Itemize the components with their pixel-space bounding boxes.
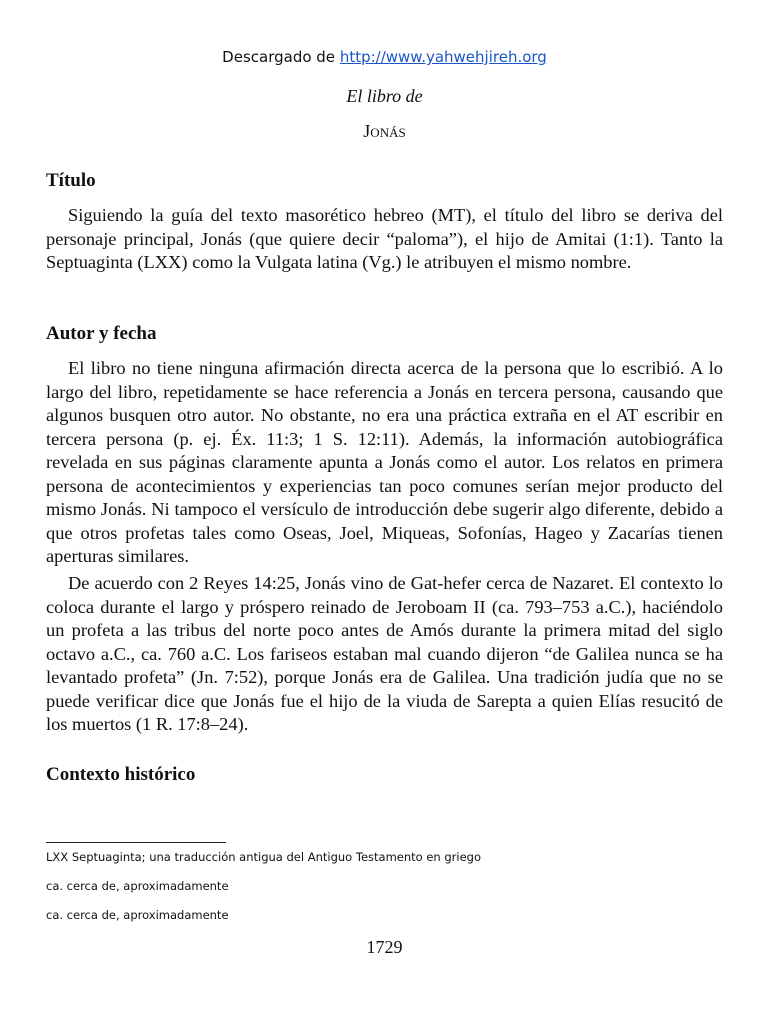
section-heading-autor: Autor y fecha — [46, 323, 157, 344]
page-number: 1729 — [366, 937, 403, 957]
section-heading-contexto: Contexto histórico — [46, 764, 196, 785]
footnote-1: LXX Septuaginta; una traducción antigua del Antiguo Testamento en griego — [46, 850, 481, 864]
footnote-3: ca. cerca de, aproximadamente — [46, 908, 229, 922]
footnote-2: ca. cerca de, aproximadamente — [46, 879, 229, 893]
section-heading-titulo: Título — [46, 170, 96, 191]
source-link[interactable]: http://www.yahwehjireh.org — [339, 48, 547, 66]
book-name: Jonás — [363, 121, 406, 141]
download-prefix: Descargado de — [222, 48, 340, 66]
download-notice — [46, 48, 723, 66]
paragraph-titulo: Siguiendo la guía del texto masorético hebreo (MT), el título del libro se deriva del personaje principal, Jonás (que quiere decir “paloma”), el hijo de Amitai (1:1). Tanto la Septuaginta (LXX) como la Vulgata latina (Vg.) le atribuyen el mismo nombre. — [46, 205, 723, 272]
paragraph-autor-1: El libro no tiene ninguna afirmación directa acerca de la persona que lo escribió. A lo largo del libro, repetidamente se hace referencia a Jonás en tercera persona, causando que algunos busquen otro autor. No obstante, no era una práctica extraña en el AT escribir en tercera persona (p. ej. Éx. 11:3; 1 S. 12:11). Además, la información autobiográfica revelada en sus páginas claramente apunta a Jonás como el autor. Los relatos en primera persona de acontecimientos y experiencias tan poco comunes serían mejor producto del mismo Jonás. Ni tampoco el versículo de introducción debe sugerir algo diferente, debido a que otros profetas tales como Oseas, Joel, Miqueas, Sofonías, Hageo y Zacarías tienen aperturas similares. — [46, 358, 723, 566]
footnote-divider — [46, 842, 226, 843]
book-title: El libro de — [346, 86, 423, 106]
paragraph-autor-2: De acuerdo con 2 Reyes 14:25, Jonás vino de Gat-hefer cerca de Nazaret. El contexto lo coloca durante el largo y próspero reinado de Jeroboam II (ca. 793–753 a.C.), haciéndolo un profeta a las tribus del norte poco antes de Amós durante la primera mitad del siglo octavo a.C., ca. 760 a.C. Los fariseos estaban mal cuando dijeron “de Galilea nunca se ha levantado profeta” (Jn. 7:52), porque Jonás era de Galilea. Una tradición judía que no se puede verificar dice que Jonás fue el hijo de la viuda de Sarepta a quien Elías resucitó de los muertos (1 R. 17:8–24). — [46, 573, 723, 734]
